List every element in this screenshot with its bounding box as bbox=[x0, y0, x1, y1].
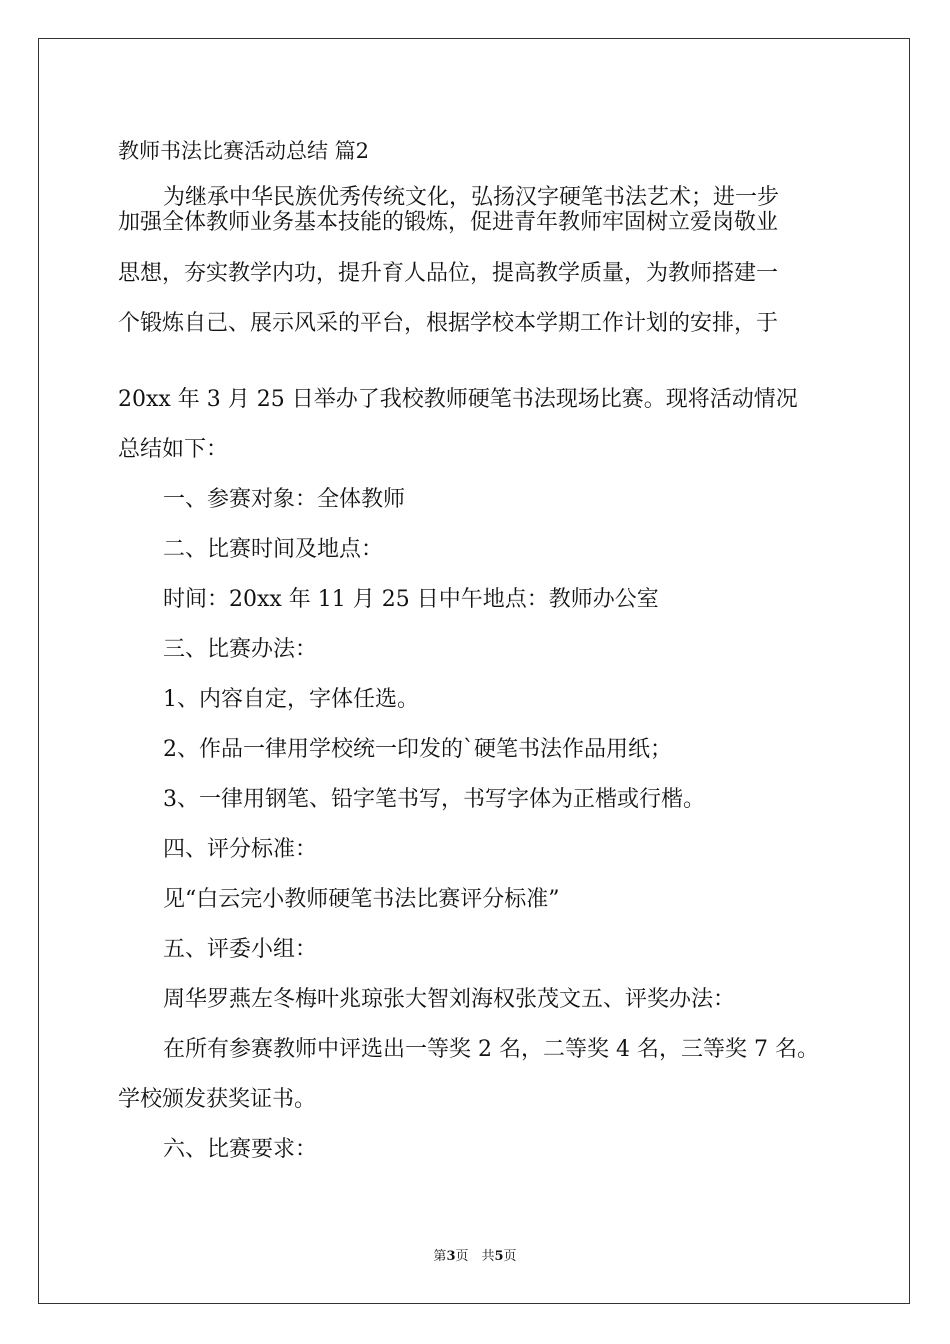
list-item: 3、一律用钢笔、铅字笔书写，书写字体为正楷或行楷。 bbox=[163, 787, 705, 812]
paragraph-line: 思想，夯实教学内功，提升育人品位，提高教学质量，为教师搭建一 bbox=[118, 261, 779, 286]
paragraph-line: 总结如下： bbox=[118, 437, 229, 462]
paragraph-line: 在所有参赛教师中评选出一等奖 2 名，二等奖 4 名，三等奖 7 名。 bbox=[163, 1037, 819, 1062]
document-title: 教师书法比赛活动总结 篇2 bbox=[118, 139, 370, 163]
paragraph-line: 个锻炼自己、展示风采的平台，根据学校本学期工作计划的安排，于 bbox=[118, 311, 779, 336]
current-page-number: 3 bbox=[446, 1249, 456, 1264]
page-mid: 页 共 bbox=[455, 1249, 495, 1264]
paragraph-line: 为继承中华民族优秀传统文化，弘扬汉字硬笔书法艺术；进一步 bbox=[163, 185, 780, 210]
section-heading: 一、参赛对象：全体教师 bbox=[163, 487, 406, 512]
total-page-number: 5 bbox=[494, 1249, 504, 1264]
section-heading: 三、比赛办法： bbox=[163, 637, 318, 662]
page-suffix: 页 bbox=[503, 1249, 517, 1264]
list-item: 1、内容自定，字体任选。 bbox=[163, 687, 419, 712]
section-heading: 二、比赛时间及地点： bbox=[163, 537, 384, 562]
paragraph-line: 学校颁发获奖证书。 bbox=[118, 1087, 317, 1112]
paragraph-line: 加强全体教师业务基本技能的锻炼，促进青年教师牢固树立爱岗敬业 bbox=[118, 210, 779, 235]
page-prefix: 第 bbox=[433, 1249, 447, 1264]
list-item: 2、作品一律用学校统一印发的`硬笔书法作品用纸； bbox=[163, 737, 672, 762]
paragraph-line: 20xx 年 3 月 25 日举办了我校教师硬笔书法现场比赛。现将活动情况 bbox=[118, 387, 798, 412]
section-heading: 六、比赛要求： bbox=[163, 1137, 318, 1162]
section-heading: 四、评分标准： bbox=[163, 837, 318, 862]
text-line: 周华罗燕左冬梅叶兆琼张大智刘海权张茂文五、评奖办法： bbox=[163, 987, 736, 1012]
section-heading: 五、评委小组： bbox=[163, 937, 318, 962]
text-line: 见“白云完小教师硬笔书法比赛评分标准” bbox=[163, 887, 560, 912]
page-footer bbox=[0, 1248, 950, 1266]
text-line: 时间：20xx 年 11 月 25 日中午地点：教师办公室 bbox=[163, 587, 659, 612]
